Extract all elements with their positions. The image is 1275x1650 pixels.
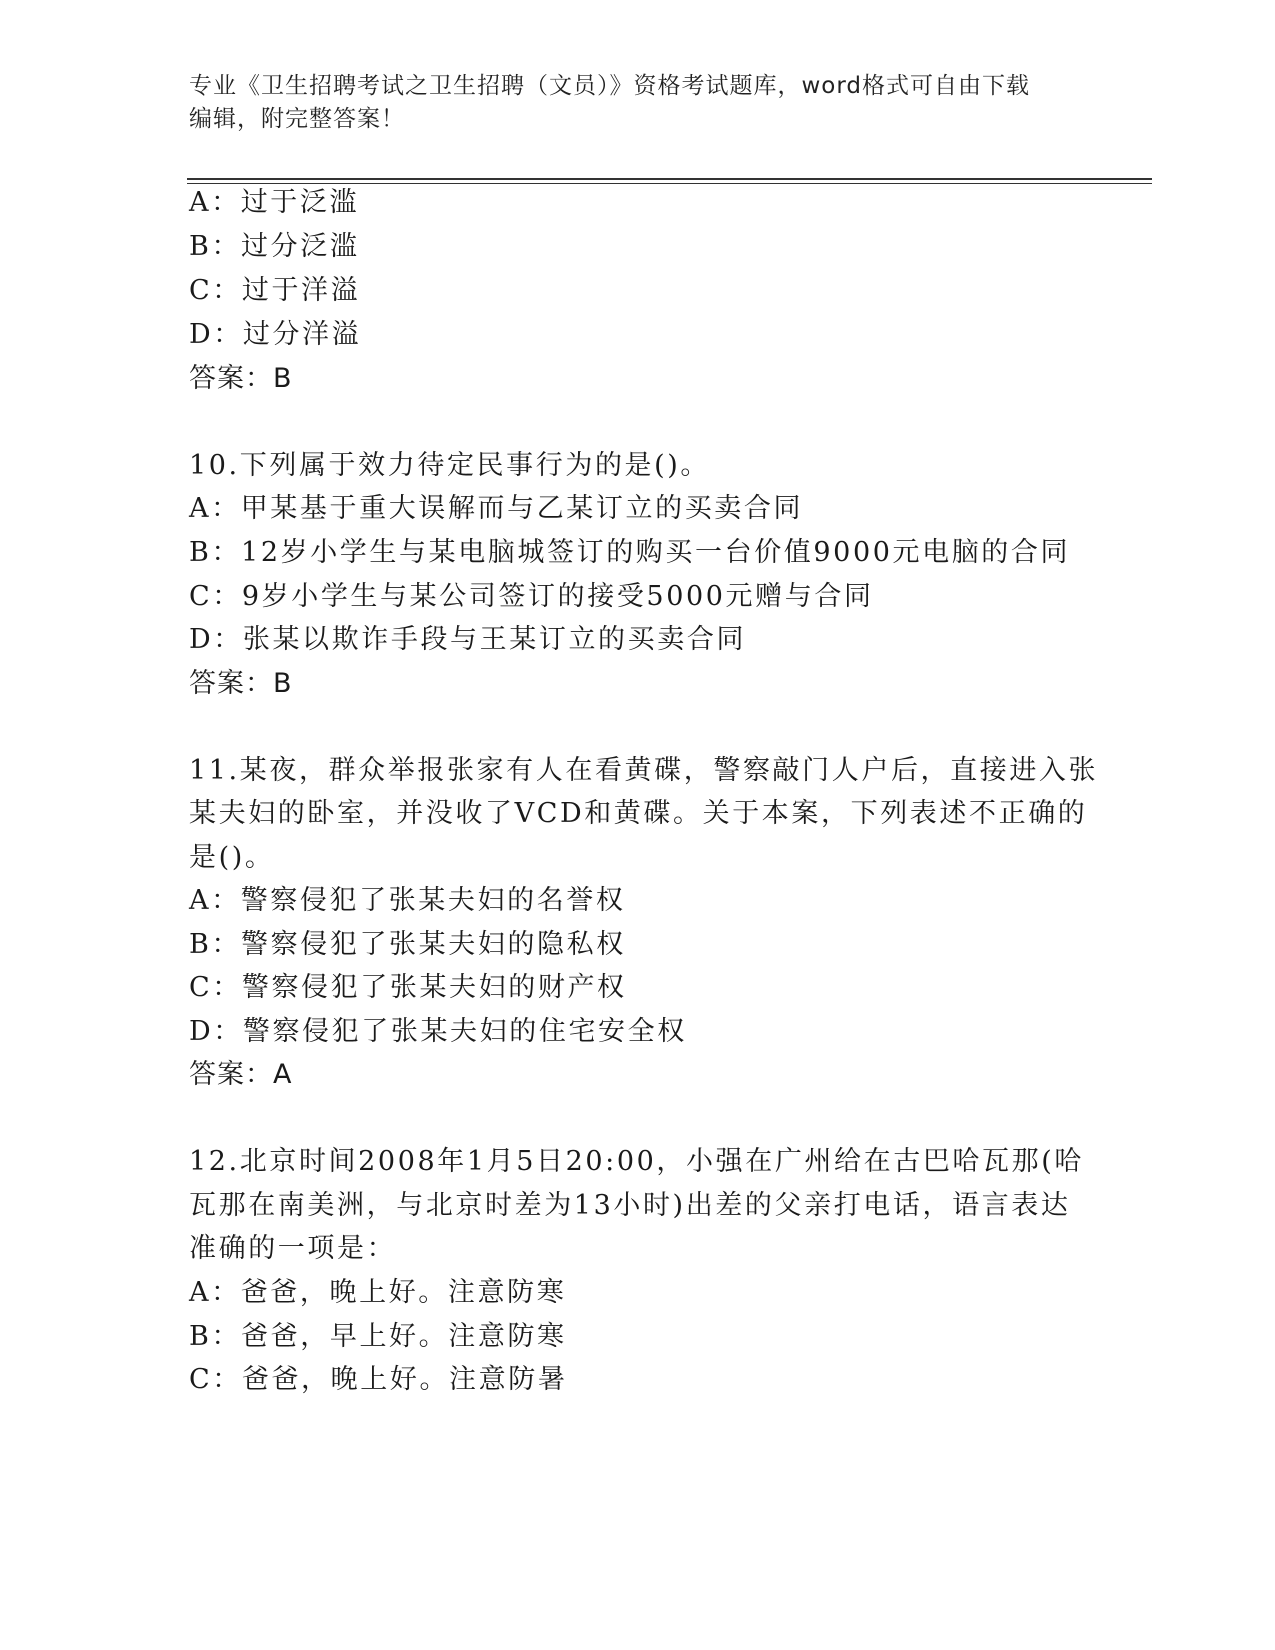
q9-option-c: C：过于洋溢 [189,275,361,306]
document-header [189,70,1079,136]
q10-stem-line-1: 10.下列属于效力待定民事行为的是()。 [189,450,711,481]
q9-option-d: D：过分洋溢 [189,319,362,350]
header-divider-thick [187,178,1152,180]
header-line-2: 编辑，附完整答案！ [189,106,405,132]
q11-option-a: A：警察侵犯了张某夫妇的名誉权 [189,885,626,916]
q10-answer: 答案：B [189,668,293,699]
header-divider-thin [187,183,1152,184]
q12-option-a: A：爸爸，晚上好。注意防寒 [189,1277,567,1308]
q10-option-b: B：12岁小学生与某电脑城签订的购买一台价值9000元电脑的合同 [189,537,1071,568]
q9-option-b: B：过分泛滥 [189,231,360,262]
q11-stem-line-1: 11.某夜，群众举报张家有人在看黄碟，警察敲门人户后，直接进入张 [189,755,1099,786]
q11-option-d: D：警察侵犯了张某夫妇的住宅安全权 [189,1016,687,1047]
q11-stem-line-3: 是()。 [189,842,275,873]
q11-stem-line-2: 某夫妇的卧室，并没收了VCD和黄碟。关于本案，下列表述不正确的 [189,798,1088,829]
q10-option-a: A：甲某基于重大误解而与乙某订立的买卖合同 [189,493,804,524]
q9-answer: 答案：B [189,363,293,394]
q12-stem-line-3: 准确的一项是： [189,1233,397,1264]
q11-option-c: C：警察侵犯了张某夫妇的财产权 [189,972,627,1003]
q12-stem-line-1: 12.北京时间2008年1月5日20:00，小强在广州给在古巴哈瓦那(哈 [189,1146,1084,1177]
header-line-1: 专业《卫生招聘考试之卫生招聘（文员）》资格考试题库，word格式可自由下载 [189,73,1031,99]
q10-option-d: D：张某以欺诈手段与王某订立的买卖合同 [189,624,747,655]
q12-option-c: C：爸爸，晚上好。注意防暑 [189,1364,568,1395]
q10-option-c: C：9岁小学生与某公司签订的接受5000元赠与合同 [189,581,874,612]
q11-answer: 答案：A [189,1059,293,1090]
q9-option-a: A：过于泛滥 [189,187,360,218]
q12-stem-line-2: 瓦那在南美洲，与北京时差为13小时)出差的父亲打电话，语言表达 [189,1190,1071,1221]
q11-option-b: B：警察侵犯了张某夫妇的隐私权 [189,929,626,960]
q12-option-b: B：爸爸，早上好。注意防寒 [189,1321,567,1352]
